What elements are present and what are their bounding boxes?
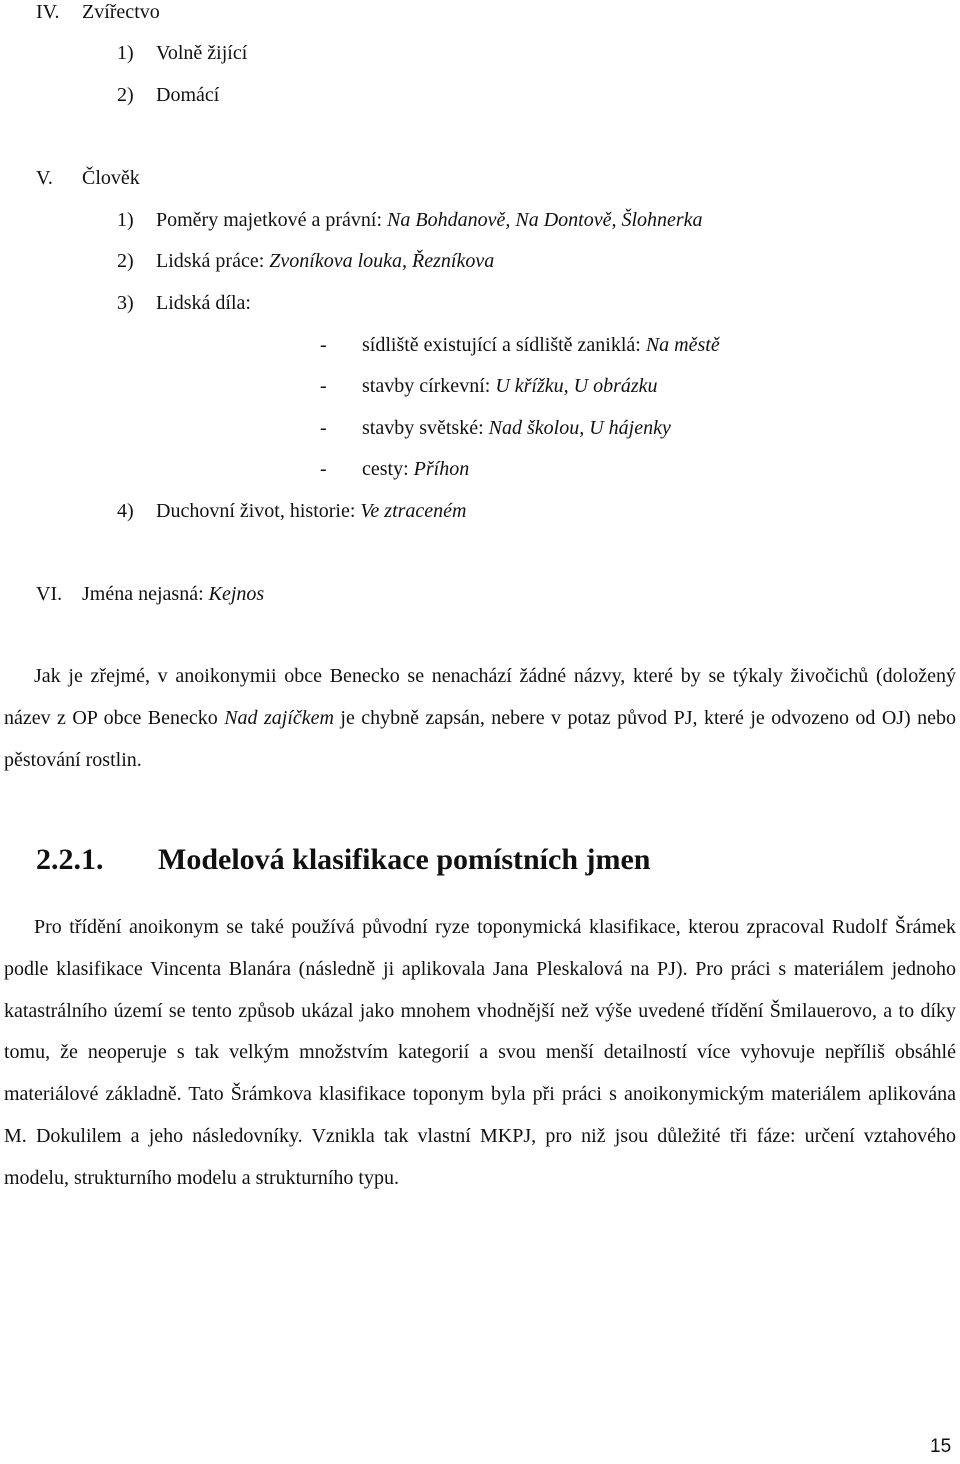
place-names: Ve ztraceném — [360, 500, 467, 522]
paragraph-animals — [4, 656, 956, 781]
place-names: U křížku, U obrázku — [495, 375, 658, 397]
place-names: Na Bohdanově, Na Dontově, Šlohnerka — [387, 209, 703, 231]
item-label: Lidská práce: — [156, 250, 270, 272]
item-number: 4) — [117, 500, 134, 522]
item-label: Domácí — [156, 84, 220, 106]
item-number: 3) — [117, 292, 134, 314]
place-names: Nad školou, U hájenky — [488, 417, 671, 439]
item-number: 2) — [117, 84, 134, 106]
section-label: Jména nejasná: — [82, 583, 209, 605]
item-label: cesty: — [362, 458, 414, 480]
paragraph-text: Jak je zřejmé, v anoikonymii obce Benecko se nenachází žádné názvy, které by se týkaly živočichů (doložený název z OP obce Benecko — [4, 665, 956, 729]
section-number: IV. — [36, 1, 60, 23]
section-title: Zvířectvo — [82, 1, 160, 23]
dash-bullet: - — [320, 458, 327, 480]
dash-bullet: - — [320, 334, 327, 356]
item-label: stavby světské: — [362, 417, 489, 439]
heading-number: 2.2.1. — [36, 843, 104, 876]
place-names: Na městě — [645, 334, 720, 356]
item-number: 2) — [117, 250, 134, 272]
paragraph-text: je chybně zapsán, nebere v potaz původ PJ, které je odvozeno od OJ) nebo pěstování rostlin. — [4, 706, 957, 771]
section-heading — [36, 840, 651, 880]
place-name: Nad zajíčkem — [224, 706, 334, 729]
section-title: Člověk — [82, 167, 140, 189]
page-number: 15 — [930, 1436, 952, 1457]
item-label: stavby církevní: — [362, 375, 496, 397]
item-number: 1) — [117, 209, 134, 231]
item-label: Poměry majetkové a právní: — [156, 209, 388, 231]
section-number: VI. — [36, 583, 63, 605]
item-number: 1) — [117, 42, 134, 64]
dash-bullet: - — [320, 375, 327, 397]
item-label: Duchovní život, historie: — [156, 500, 361, 522]
place-names: Kejnos — [208, 583, 265, 605]
place-names: Příhon — [413, 458, 470, 480]
heading-title: Modelová klasifikace pomístních jmen — [158, 843, 651, 876]
item-label: Lidská díla: — [156, 292, 251, 314]
item-label: sídliště existující a sídliště zaniklá: — [362, 334, 646, 356]
section-number: V. — [36, 167, 53, 189]
place-names: Zvoníkova louka, Řezníkova — [269, 250, 495, 272]
dash-bullet: - — [320, 417, 327, 439]
item-label: Volně žijící — [156, 42, 248, 64]
paragraph-classification: Pro třídění anoikonym se také používá původní ryze toponymická klasifikace, kterou zpracoval Rudolf Šrámek podle klasifikace Vincenta Blanára (následně ji aplikovala Jana Pleskalová na PJ). Pro práci s materiálem jednoho katastrálního území se tento způsob ukázal jako mnohem vhodnější než výše uvedené třídění Šmilauerovo, a to díky tomu, že neoperuje s tak velkým množstvím kategorií a svou menší detailností více vyhovuje nepříliš obsáhlé materiálové základně. Tato Šrámkova klasifikace toponym byla při práci s anoikonymickým materiálem aplikována M. Dokulilem a jeho následovníky. Vznikla tak vlastní MKPJ, pro niž jsou důležité tři fáze: určení vztahového modelu, strukturního modelu a strukturního typu. — [4, 916, 956, 1189]
